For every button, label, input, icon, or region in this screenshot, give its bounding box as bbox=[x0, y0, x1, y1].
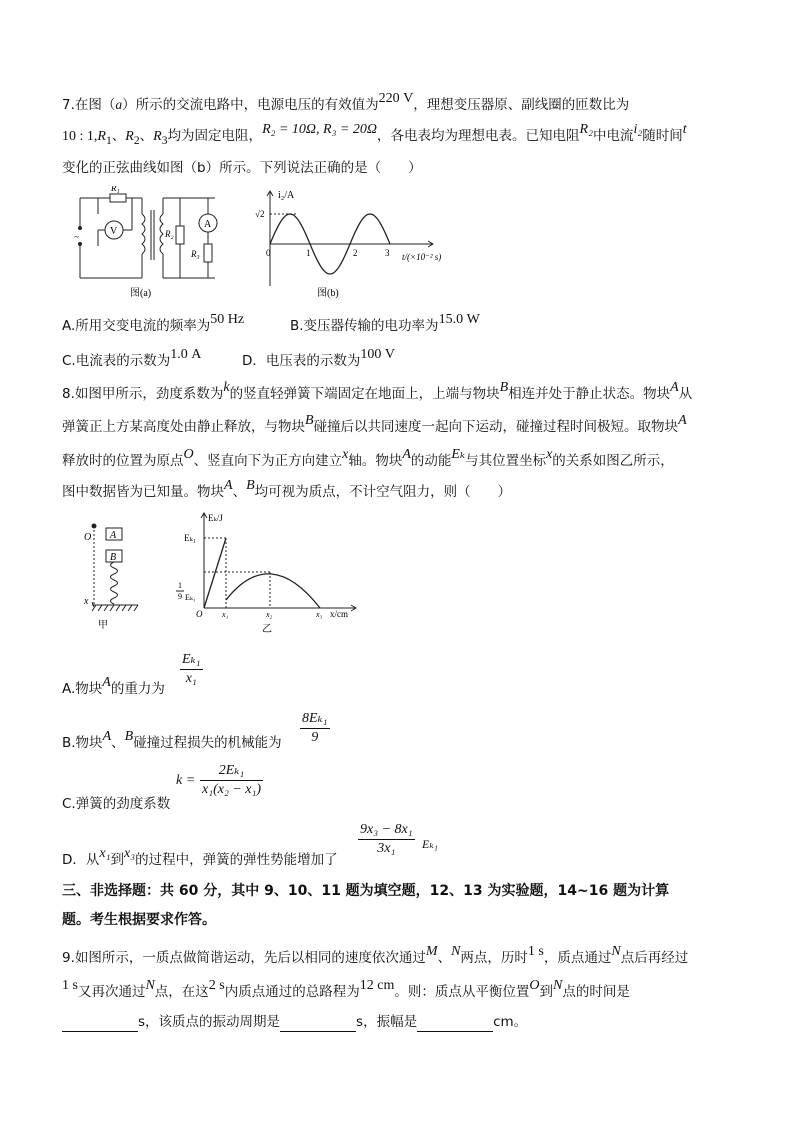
q8-option-b-fraction bbox=[300, 710, 330, 746]
q9-text: 到 bbox=[539, 984, 553, 1000]
q7-option-b-text: B.变压器传输的电功率为 bbox=[290, 318, 439, 334]
yi-ylabel: Eₖ/J bbox=[208, 513, 223, 523]
q8-option-b-B: B bbox=[124, 729, 134, 744]
q8-option-c-fraction bbox=[200, 762, 263, 798]
q8-option-d bbox=[62, 846, 338, 871]
q9-text: 点的时间是 bbox=[562, 984, 630, 1000]
q7-sep: 、 bbox=[139, 128, 154, 144]
q8-line-1 bbox=[62, 380, 693, 405]
answer-blank-2[interactable] bbox=[280, 1017, 356, 1032]
q7-text: 均为固定电阻， bbox=[167, 128, 263, 144]
q8-text: 从 bbox=[678, 386, 693, 402]
answer-blank-1[interactable] bbox=[62, 1017, 138, 1032]
q8-option-d-x3: x₃ bbox=[124, 846, 136, 861]
q9-text: 9.如图所示，一质点做简谐运动，先后以相同的速度依次通过 bbox=[62, 950, 426, 966]
fraction-denominator: 9 bbox=[311, 730, 319, 745]
jia-x-label: x bbox=[84, 596, 89, 607]
q8-B: B bbox=[499, 380, 509, 395]
q8-figure-jia bbox=[70, 512, 180, 632]
fig-b-xtick-1: 1 bbox=[306, 248, 311, 258]
fraction-numerator: 8Eₖ₁ bbox=[302, 711, 328, 726]
q7-option-d-text: D．电压表的示数为 bbox=[242, 353, 361, 369]
q8-line-3 bbox=[62, 447, 674, 472]
q9-text: 点，在这 bbox=[154, 984, 209, 1000]
fraction-denominator: 3x₁ bbox=[377, 841, 396, 856]
q7-option-a-value: 50 Hz bbox=[210, 312, 245, 327]
q8-text: 8.如图甲所示，劲度系数为 bbox=[62, 386, 224, 402]
q7-figure-b-graph bbox=[252, 186, 467, 301]
fraction-bar bbox=[180, 669, 203, 670]
q8-option-c-lhs: k = bbox=[176, 773, 196, 788]
fig-b-ylabel: i₂/A bbox=[278, 190, 295, 201]
q8-text: 弹簧正上方某高度处由静止释放，与物块 bbox=[62, 419, 305, 435]
fig-yi-caption: 乙 bbox=[262, 624, 272, 635]
q9-line-1 bbox=[62, 944, 689, 969]
q9-time: 2 s bbox=[208, 978, 225, 993]
q7-r2-ref: R₂ bbox=[579, 122, 593, 137]
q9-time: 1 s bbox=[527, 944, 544, 959]
q8-B: B bbox=[246, 478, 255, 493]
q8-text: 碰撞后以共同速度一起向下运动，碰撞过程时间极短。取物块 bbox=[313, 419, 679, 435]
yi-ninth-den: 9 bbox=[178, 592, 182, 601]
q7-line-1 bbox=[62, 91, 630, 116]
q7-text: 随时间 bbox=[642, 128, 683, 144]
q7-option-c bbox=[62, 347, 202, 372]
q8-text: 相连并处于静止状态。物块 bbox=[508, 386, 671, 402]
fig-b-caption: 图(b) bbox=[317, 288, 339, 299]
q9-line-2 bbox=[62, 978, 630, 1003]
q8-sep: 、 bbox=[111, 735, 125, 751]
sine-graph bbox=[252, 186, 467, 301]
fraction-numerator: 2Eₖ₁ bbox=[218, 763, 245, 778]
q8-option-a-text: 的重力为 bbox=[110, 681, 165, 697]
q7-line-3: 变化的正弦曲线如图（b）所示。下列说法正确的是（ ） bbox=[62, 160, 422, 176]
q9-sep: 、 bbox=[437, 950, 452, 966]
q9-text: s，振幅是 bbox=[356, 1014, 418, 1030]
q8-A: A bbox=[224, 478, 233, 493]
fig-b-xlabel: t/(×10⁻² s) bbox=[402, 252, 442, 262]
ammeter-label: A bbox=[204, 219, 212, 230]
q7-sep: 、 bbox=[111, 128, 126, 144]
q7-r3-sub: 3 bbox=[161, 133, 168, 147]
spring-diagram bbox=[70, 512, 180, 632]
q9-N: N bbox=[145, 978, 155, 993]
q8-text: 轴。物块 bbox=[348, 453, 403, 469]
q7-option-c-value: 1.0 A bbox=[170, 347, 202, 362]
ek-x-graph bbox=[170, 508, 390, 635]
q8-text: 、竖直向下为正方向建立 bbox=[193, 453, 343, 469]
q9-time: 1 s bbox=[62, 978, 78, 993]
q9-N: N bbox=[611, 944, 621, 959]
block-b-label: B bbox=[110, 552, 117, 563]
q8-option-d-text: 到 bbox=[110, 852, 124, 868]
q7-figure-a-circuit bbox=[70, 186, 230, 301]
fig-b-xtick-2: 2 bbox=[353, 248, 358, 258]
q7-option-c-text: C.电流表的示数为 bbox=[62, 353, 171, 369]
block-a-label: A bbox=[110, 530, 117, 541]
q8-figure-yi bbox=[170, 508, 390, 635]
q8-A: A bbox=[402, 447, 411, 462]
q9-distance: 12 cm bbox=[359, 978, 395, 993]
q7-option-d-value: 100 V bbox=[360, 347, 396, 362]
q7-line-2 bbox=[62, 122, 687, 151]
q8-text: 的关系如图乙所示， bbox=[552, 453, 674, 469]
q8-option-b-A: A bbox=[102, 729, 112, 744]
q9-text: 两点，历时 bbox=[460, 950, 528, 966]
q8-text: 释放时的位置为原点 bbox=[62, 453, 184, 469]
q8-A: A bbox=[670, 380, 679, 395]
ac-source-symbol: ~ bbox=[74, 232, 79, 242]
fig-b-xtick-0: 0 bbox=[266, 248, 271, 258]
q7-t-ref: t bbox=[682, 122, 687, 137]
label-r3: R₃ bbox=[191, 249, 200, 259]
q9-N: N bbox=[552, 978, 563, 993]
jia-origin-label: O bbox=[84, 532, 92, 543]
q8-text: 均可视为质点，不计空气阻力，则（ ） bbox=[254, 484, 512, 500]
fig-b-ytick: √2 bbox=[255, 209, 265, 219]
q7-r1-symbol: R bbox=[97, 129, 106, 144]
fig-a-caption: 图(a) bbox=[130, 288, 152, 299]
yi-x1: x₁ bbox=[222, 610, 229, 619]
q7-ratio: 10 : 1, bbox=[62, 129, 98, 144]
q7-r2-sub: 2 bbox=[133, 133, 140, 147]
answer-blank-3[interactable] bbox=[417, 1017, 493, 1032]
q8-text: 的动能 bbox=[410, 453, 452, 469]
yi-ninth-num: 1 bbox=[178, 581, 182, 590]
q7-option-b-value: 15.0 W bbox=[438, 312, 480, 327]
q8-option-a-fraction bbox=[180, 651, 203, 687]
q9-M: M bbox=[425, 944, 438, 959]
yi-ek1-tick: Eₖ₁ bbox=[184, 533, 196, 543]
q7-r2-symbol: R bbox=[125, 129, 134, 144]
q8-option-c bbox=[62, 794, 170, 814]
q7-r1-sub: 1 bbox=[105, 133, 112, 147]
q8-option-d-fraction bbox=[358, 822, 415, 857]
yi-origin: O bbox=[196, 609, 203, 619]
section-3-heading: 三、非选择题：共 60 分，其中 9、10、11 题为填空题，12、13 为实验题，14~16 题为计算 bbox=[62, 883, 670, 899]
q8-Ek: Eₖ bbox=[451, 447, 466, 462]
q7-option-a-text: A.所用交变电流的频率为 bbox=[62, 318, 211, 334]
q8-x: x bbox=[546, 447, 553, 462]
q7-option-d bbox=[242, 347, 396, 372]
q9-text: s，该质点的振动周期是 bbox=[138, 1014, 281, 1030]
q9-text: 内质点通过的总路程为 bbox=[224, 984, 360, 1000]
q8-B: B bbox=[305, 413, 314, 428]
q7-option-b bbox=[290, 312, 480, 337]
q7-i2-ref: i₂ bbox=[633, 122, 643, 137]
q7-option-a bbox=[62, 312, 245, 337]
q8-option-d-text: 的过程中，弹簧的弹性势能增加了 bbox=[135, 852, 338, 868]
q9-text: cm。 bbox=[493, 1014, 528, 1030]
voltmeter-label: V bbox=[110, 226, 118, 237]
fraction-bar bbox=[358, 839, 415, 840]
yi-x2: x₂ bbox=[266, 610, 273, 619]
q8-k: k bbox=[223, 380, 230, 395]
q9-text: ，质点通过 bbox=[543, 950, 612, 966]
label-r2: R₂ bbox=[165, 229, 174, 239]
fig-jia-caption: 甲 bbox=[98, 620, 108, 631]
q9-N: N bbox=[451, 944, 461, 959]
q7-voltage: 220 V bbox=[378, 91, 414, 106]
fraction-numerator: Eₖ₁ bbox=[182, 652, 201, 667]
q8-option-a-text: A.物块 bbox=[62, 681, 103, 697]
q8-option-d-x1: x₁ bbox=[99, 846, 111, 861]
yi-xunit: x/cm bbox=[330, 609, 348, 619]
q8-line-4 bbox=[62, 478, 512, 503]
q8-option-b-text: 碰撞过程损失的机械能为 bbox=[133, 735, 282, 751]
q7-text: ）所示的交流电路中，电源电压的有效值为 bbox=[122, 97, 379, 113]
q7-resistor-values: R₂ = 10Ω, R₃ = 20Ω bbox=[262, 122, 378, 137]
q7-text: ，各电表均为理想电表。已知电阻 bbox=[377, 128, 580, 144]
q7-figure-a-ref: a bbox=[115, 97, 123, 112]
q8-sep: 、 bbox=[232, 484, 247, 500]
fig-b-xtick-3: 3 bbox=[385, 248, 390, 258]
fraction-bar bbox=[300, 728, 330, 729]
q7-text: ，理想变压器原、副线圈的匝数比为 bbox=[413, 97, 630, 113]
yi-x3: x₃ bbox=[316, 610, 323, 619]
circuit-diagram bbox=[70, 186, 230, 301]
q7-text: 7.在图（ bbox=[62, 97, 116, 113]
q8-text: 图中数据皆为已知量。物块 bbox=[62, 484, 224, 500]
q9-text: 。则：质点从平衡位置 bbox=[394, 984, 530, 1000]
q8-line-2 bbox=[62, 413, 687, 438]
q8-O: O bbox=[183, 447, 194, 462]
q8-option-b bbox=[62, 729, 282, 754]
section-3-heading-cont: 题。考生根据要求作答。 bbox=[62, 912, 216, 928]
q8-A: A bbox=[678, 413, 687, 428]
q7-text: 中电流 bbox=[592, 128, 634, 144]
q8-text: 的竖直轻弹簧下端固定在地面上，上端与物块 bbox=[229, 386, 500, 402]
q9-text: 又再次通过 bbox=[77, 984, 146, 1000]
q8-text: 与其位置坐标 bbox=[465, 453, 547, 469]
fraction-numerator: 9x₃ − 8x₁ bbox=[360, 822, 413, 837]
fraction-denominator: x₁(x₂ − x₁) bbox=[202, 782, 262, 797]
yi-ninth-ek: Eₖ₁ bbox=[185, 593, 196, 602]
q8-option-b-text: B.物块 bbox=[62, 735, 103, 751]
q9-O: O bbox=[529, 978, 540, 993]
label-r1: R₁ bbox=[111, 186, 120, 193]
q8-option-d-text: D．从 bbox=[62, 852, 100, 868]
q9-text: 点后再经过 bbox=[620, 950, 689, 966]
fraction-bar bbox=[200, 780, 263, 781]
q8-option-a-A: A bbox=[102, 675, 111, 690]
q8-option-d-ek: Eₖ₁ bbox=[422, 837, 438, 851]
q8-option-a bbox=[62, 675, 165, 700]
q8-option-c-text: C.弹簧的劲度系数 bbox=[62, 796, 171, 812]
q8-x: x bbox=[342, 447, 349, 462]
fraction-denominator: x₁ bbox=[185, 671, 197, 686]
q7-r3-symbol: R bbox=[153, 129, 162, 144]
q9-line-3 bbox=[62, 1012, 527, 1032]
